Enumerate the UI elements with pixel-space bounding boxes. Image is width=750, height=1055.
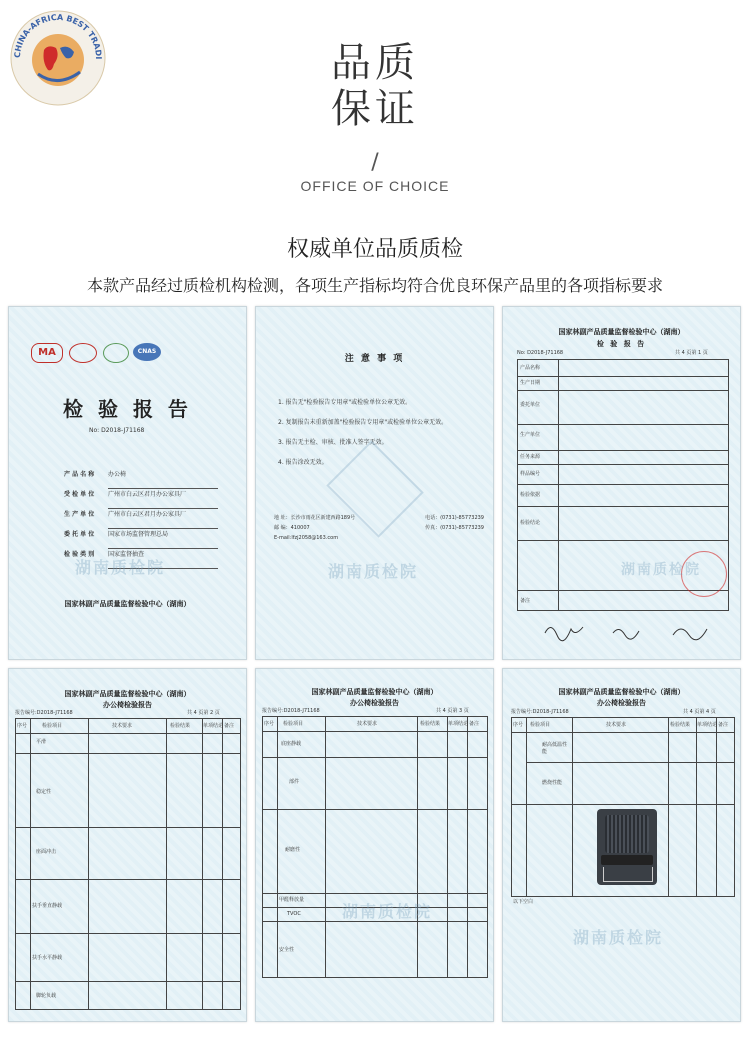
hero-line-2: 保证 xyxy=(331,86,419,132)
report-cover-page xyxy=(8,306,247,660)
report-detail-page-4 xyxy=(502,668,741,1022)
hero-subtitle: OFFICE OF CHOICE xyxy=(300,178,450,194)
report-issuer: 国家林副产品质量监督检验中心（湖南） xyxy=(64,600,191,608)
iso-badge-icon xyxy=(103,343,129,363)
end-of-table-note: 以下空白 xyxy=(513,899,534,905)
hero-title xyxy=(0,40,750,132)
field-row: 受 检 单 位 广州市白云区君月办公家具厂 xyxy=(64,489,218,509)
page-header: 国家林副产品质量监督检验中心（湖南） xyxy=(64,690,191,698)
field-row: 产 品 名 称 办公椅 xyxy=(64,469,218,489)
report-notice-page xyxy=(255,306,494,660)
page-header: 国家林副产品质量监督检验中心（湖南） xyxy=(558,328,685,336)
watermark: 湖南质检院 xyxy=(621,562,701,578)
report-number: No: D2018-J71168 xyxy=(517,350,564,356)
chair-photo xyxy=(597,809,657,885)
report-number: 报告编号:D2018-J71168 xyxy=(511,709,569,715)
cover-fields xyxy=(64,469,218,569)
report-detail-page-2 xyxy=(8,668,247,1022)
page-title: 检 验 报 告 xyxy=(596,340,647,348)
report-detail-page-3 xyxy=(255,668,494,1022)
page-header: 国家林副产品质量监督检验中心（湖南） xyxy=(558,688,685,696)
test-table: 序号 检验项目 技术要求 检验结果 单项结论 备注 耐高低温性能 燃烧性能 xyxy=(511,717,735,897)
section-title: 权威单位品质质检 xyxy=(286,237,463,262)
watermark: 湖南质检院 xyxy=(573,928,664,947)
cma-badge: MA xyxy=(31,343,63,363)
report-number: No: D2018-J71168 xyxy=(89,427,145,434)
ca-badge-icon xyxy=(69,343,97,363)
cnas-badge: CNAS xyxy=(133,343,161,361)
field-row: 委 托 单 位 国家市场监督管理总局 xyxy=(64,529,218,549)
page-number: 共 4 页第 2 页 xyxy=(187,710,220,716)
page-title: 办公椅检验报告 xyxy=(103,701,152,709)
watermark: 湖南质检院 xyxy=(342,902,433,921)
notice-title: 注 意 事 项 xyxy=(344,354,405,364)
field-row: 生 产 单 位 广州市白云区君月办公家具厂 xyxy=(64,509,218,529)
report-summary-page xyxy=(502,306,741,660)
notice-item: 4. 报告涂改无效。 xyxy=(278,459,328,466)
section-description: 本款产品经过质检机构检测，各项生产指标均符合优良环保产品里的各项指标要求 xyxy=(86,276,663,295)
page-number: 共 4 页第 1 页 xyxy=(675,350,708,356)
report-number: 报告编号:D2018-J71168 xyxy=(262,708,320,714)
report-title: 检 验 报 告 xyxy=(63,397,192,421)
watermark: 湖南质检院 xyxy=(75,558,166,577)
page-number: 共 4 页第 4 页 xyxy=(683,709,716,715)
test-table: 序号 检验项目 技术要求 检验结果 单项结论 备注 平滑 稳定性 座面冲击 扶手垂直静载 扶手水平静载 脚轮负载 xyxy=(15,718,241,1010)
watermark: 湖南质检院 xyxy=(328,562,419,581)
hero-line-1: 品质 xyxy=(331,40,419,86)
hero-slash: / xyxy=(371,150,379,175)
notice-item: 1. 报告无"检验报告专用章"或检验单位公章无效。 xyxy=(278,399,412,406)
page-header: 国家林副产品质量监督检验中心（湖南） xyxy=(311,688,438,696)
page-title: 办公椅检验报告 xyxy=(597,699,646,707)
summary-table: 产品名称 生产日期 委托单位 生产单位 任务来源 样品编号 检验依据 检验结论 备注 xyxy=(517,359,729,611)
test-table: 序号 检验项目 技术要求 检验结果 单项结论 备注 底座静载 部件 耐磨性 甲醛释放量 TVOC 安全性 xyxy=(262,716,488,978)
report-number: 报告编号:D2018-J71168 xyxy=(15,710,73,716)
page-number: 共 4 页第 3 页 xyxy=(436,708,469,714)
svg-text:CHINA-AFRICA BEST TRADING PLAT: CHINA-AFRICA BEST TRADI xyxy=(12,12,104,60)
signatures-icon xyxy=(543,619,713,643)
field-row: 检 验 类 别 国家监督抽查 xyxy=(64,549,218,569)
page-title: 办公椅检验报告 xyxy=(350,699,399,707)
notice-item: 3. 报告无主检、审核、批准人签字无效。 xyxy=(278,439,388,446)
contact-info: 地 址：长沙市雨花区新建西路189号 电话：(0731)-85773239 邮 编：410007 传真：(0731)-85773239 E-mail:lfzj2058@163.com xyxy=(274,515,484,541)
notice-item: 2. 复制报告未重新加盖"检验报告专用章"或检验单位公章无效。 xyxy=(278,419,448,426)
